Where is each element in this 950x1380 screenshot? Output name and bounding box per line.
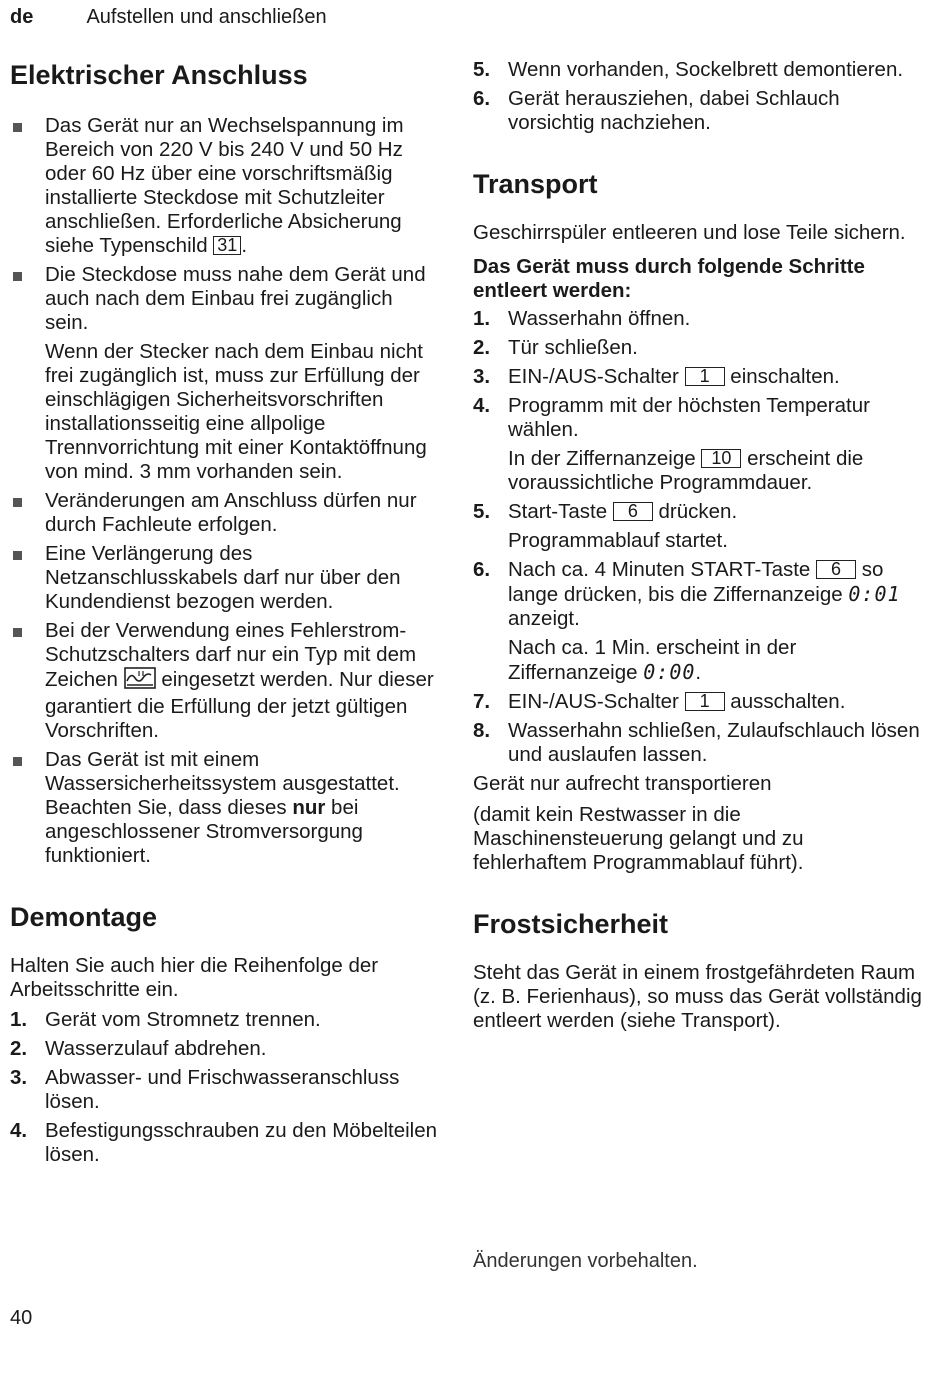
language-code: de xyxy=(10,6,34,28)
reference-number-box: 31 xyxy=(213,236,241,255)
list-item: 5. Start-Taste 6 drücken. Programmablauf startet. xyxy=(473,500,923,553)
switch-number-box: 1 xyxy=(685,692,725,711)
list-item: 8. Wasserhahn schließen, Zulaufschlauch lösen und auslaufen lassen. xyxy=(473,719,920,766)
bullet-square-icon xyxy=(13,628,22,637)
list-item: 5. Wenn vorhanden, Sockelbrett demontieren. xyxy=(473,58,904,81)
page-number: 40 xyxy=(10,1307,33,1329)
bullet-continuation: Wenn der Stecker nach dem Einbau nicht frei zugänglich ist, muss zur Erfüllung der einschlägigen Sicherheitsvorschriften installationsseitig eine allpolige Trennvorrichtung mit einer Kontaktöffnung von mind. 3 mm vorhanden sein. xyxy=(45,340,427,483)
step-continuation: Programmablauf startet. xyxy=(508,529,728,552)
left-column xyxy=(10,58,440,1172)
list-item: 4. Programm mit der höchsten Temperatur wählen. In der Ziffernanzeige 10 erscheint die voraussichtliche Programmdauer. xyxy=(473,394,923,495)
bullet-square-icon xyxy=(13,123,22,132)
list-item: 1. Gerät vom Stromnetz trennen. xyxy=(10,1008,321,1031)
bullet-square-icon xyxy=(13,272,22,281)
section-title-transport: Transport xyxy=(473,169,598,199)
demontage-steps-5-6 xyxy=(473,58,923,135)
right-column xyxy=(473,58,923,1033)
list-item: 2. Wasserzulauf abdrehen. xyxy=(10,1037,267,1060)
section-title-elektrischer-anschluss: Elektrischer Anschluss xyxy=(10,60,308,90)
transport-note-detail: (damit kein Restwasser in die Maschinensteuerung gelangt und zu fehlerhaftem Programmablauf führt). xyxy=(473,803,804,874)
list-item: 7. EIN-/AUS-Schalter 1 ausschalten. xyxy=(473,690,846,713)
transport-subhead: Das Gerät muss durch folgende Schritte entleert werden: xyxy=(473,255,865,302)
list-item: Die Steckdose muss nahe dem Gerät und auch nach dem Einbau frei zugänglich sein. Wenn der Stecker nach dem Einbau nicht frei zugänglich ist, muss zur Erfüllung der einschlägigen Sicherheitsvorschriften installationsseitig eine allpolige Trennvorrichtung mit einer Kontaktöffnung von mind. 3 mm vorhanden sein. xyxy=(10,263,440,484)
start-key-number-box: 6 xyxy=(613,502,653,521)
bullet-square-icon xyxy=(13,757,22,766)
display-number-box: 10 xyxy=(701,449,741,468)
list-item: Veränderungen am Anschluss dürfen nur durch Fachleute erfolgen. xyxy=(10,489,440,537)
footnote: Änderungen vorbehalten. xyxy=(473,1250,698,1272)
start-key-number-box: 6 xyxy=(816,560,856,579)
transport-intro: Geschirrspüler entleeren und lose Teile sichern. xyxy=(473,221,906,244)
list-item: 1. Wasserhahn öffnen. xyxy=(473,307,691,330)
demontage-intro: Halten Sie auch hier die Reihenfolge der Arbeitsschritte ein. xyxy=(10,954,379,1001)
list-item: 6. Nach ca. 4 Minuten START-Taste 6 so lange drücken, bis die Ziffernanzeige 0:01 anzeigt. Nach ca. 1 Min. erscheint in der Ziffernanzeige 0:00. xyxy=(473,558,923,685)
segment-display-readout: 0:01 xyxy=(848,582,901,606)
section-title-frostsicherheit: Frostsicherheit xyxy=(473,909,669,939)
segment-display-readout: 0:00 xyxy=(643,660,696,684)
section-title-demontage: Demontage xyxy=(10,902,158,932)
list-item: Eine Verlängerung des Netzanschlusskabels darf nur über den Kundendienst bezogen werden. xyxy=(10,542,440,614)
transport-steps xyxy=(473,307,923,767)
bullet-square-icon xyxy=(13,551,22,560)
bullet-square-icon xyxy=(13,498,22,507)
list-item: 6. Gerät herausziehen, dabei Schlauch vorsichtig nachziehen. xyxy=(473,87,840,134)
step-continuation: In der Ziffernanzeige 10 erscheint die voraussichtliche Programmdauer. xyxy=(508,447,864,494)
list-item: Das Gerät nur an Wechselspannung im Bereich von 220 V bis 240 V und 50 Hz oder 60 Hz über eine vorschriftsmäßig installierte Steckdose mit Schutzleiter anschließen. Erforderliche Absicherung siehe Typenschild 31 . xyxy=(10,114,440,258)
step-continuation: Nach ca. 1 Min. erscheint in der Ziffernanzeige 0:00. xyxy=(508,636,797,684)
list-item: 2. Tür schließen. xyxy=(473,336,638,359)
fi-switch-symbol-icon xyxy=(124,667,156,695)
frost-text: Steht das Gerät in einem frostgefährdeten Raum (z. B. Ferienhaus), so muss das Gerät vollständig entleert werden (siehe Transport). xyxy=(473,961,922,1032)
list-item: Das Gerät ist mit einem Wassersicherheitssystem ausgestattet. Beachten Sie, dass dieses nur bei angeschlossener Stromversorgung funktioniert. xyxy=(10,748,440,868)
switch-number-box: 1 xyxy=(685,367,725,386)
demontage-steps-1-4 xyxy=(10,1008,440,1167)
list-item: 3. EIN-/AUS-Schalter 1 einschalten. xyxy=(473,365,840,388)
list-item: 4. Befestigungsschrauben zu den Möbelteilen lösen. xyxy=(10,1119,438,1166)
electrical-bullet-list xyxy=(10,114,440,868)
transport-note: Gerät nur aufrecht transportieren xyxy=(473,772,772,795)
list-item: Bei der Verwendung eines Fehlerstrom-Schutzschalters darf nur ein Typ mit dem Zeichen eingesetzt werden. Nur dieser garantiert die Erfüllung der jetzt gültigen Vorschriften. xyxy=(10,619,440,743)
page-header xyxy=(10,6,327,29)
chapter-title: Aufstellen und anschließen xyxy=(86,6,327,28)
list-item: 3. Abwasser- und Frischwasseranschluss lösen. xyxy=(10,1066,400,1113)
